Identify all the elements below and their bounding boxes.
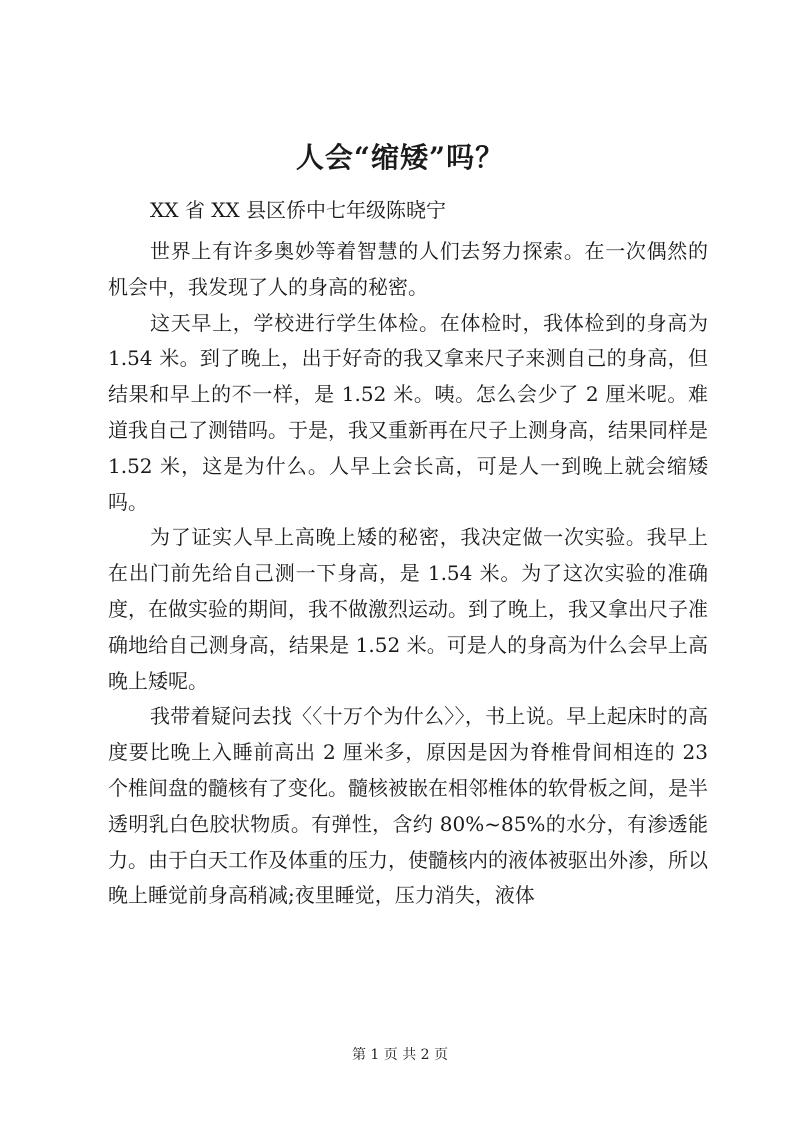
paragraph-3: 为了证实人早上高晚上矮的秘密，我决定做一次实验。我早上在出门前先给自己测一下身高，是 1.54 米。为了这次实验的准确度，在做实验的期间，我不做激烈运动。到了晚上，我又拿出尺子准确地给自己测身高，结果是 1.52 米。可是人的身高为什么会早上高晚上矮呢。	[108, 525, 708, 693]
page-footer: 第 1 页 共 2 页	[351, 1047, 449, 1063]
paragraph-4: 我带着疑问去找〈〈十万个为什么〉〉，书上说。早上起床时的高度要比晚上入睡前高出 2 厘米多，原因是因为脊椎骨间相连的 23 个椎间盘的髓核有了变化。髓核被嵌在相邻椎体的软骨板之间，是半透明乳白色胶状物质。有弹性，含约 80%~85%的水分，有渗透能力。由于白天工作及体重的压力，使髓核内的液体被驱出外渗，所以晚上睡觉前身高稍减;夜里睡觉，压力消失，液体	[108, 704, 708, 908]
document-body	[108, 234, 708, 914]
paragraph-1: 世界上有许多奥妙等着智慧的人们去努力探索。在一次偶然的机会中，我发现了人的身高的秘密。	[108, 239, 708, 299]
paragraph-2: 这天早上，学校进行学生体检。在体检时，我体检到的身高为 1.54 米。到了晚上，出于好奇的我又拿来尺子来测自己的身高，但结果和早上的不一样，是 1.52 米。咦。怎么会少了 2 厘米呢。难道我自己了测错吗。于是，我又重新再在尺子上测身高，结果同样是 1.52 米，这是为什么。人早上会长高，可是人一到晚上就会缩矮吗。	[108, 310, 708, 514]
author-line: XX 省 XX 县区侨中七年级陈晓宁	[150, 198, 447, 222]
document-title: 人会“缩矮”吗？	[295, 141, 505, 174]
